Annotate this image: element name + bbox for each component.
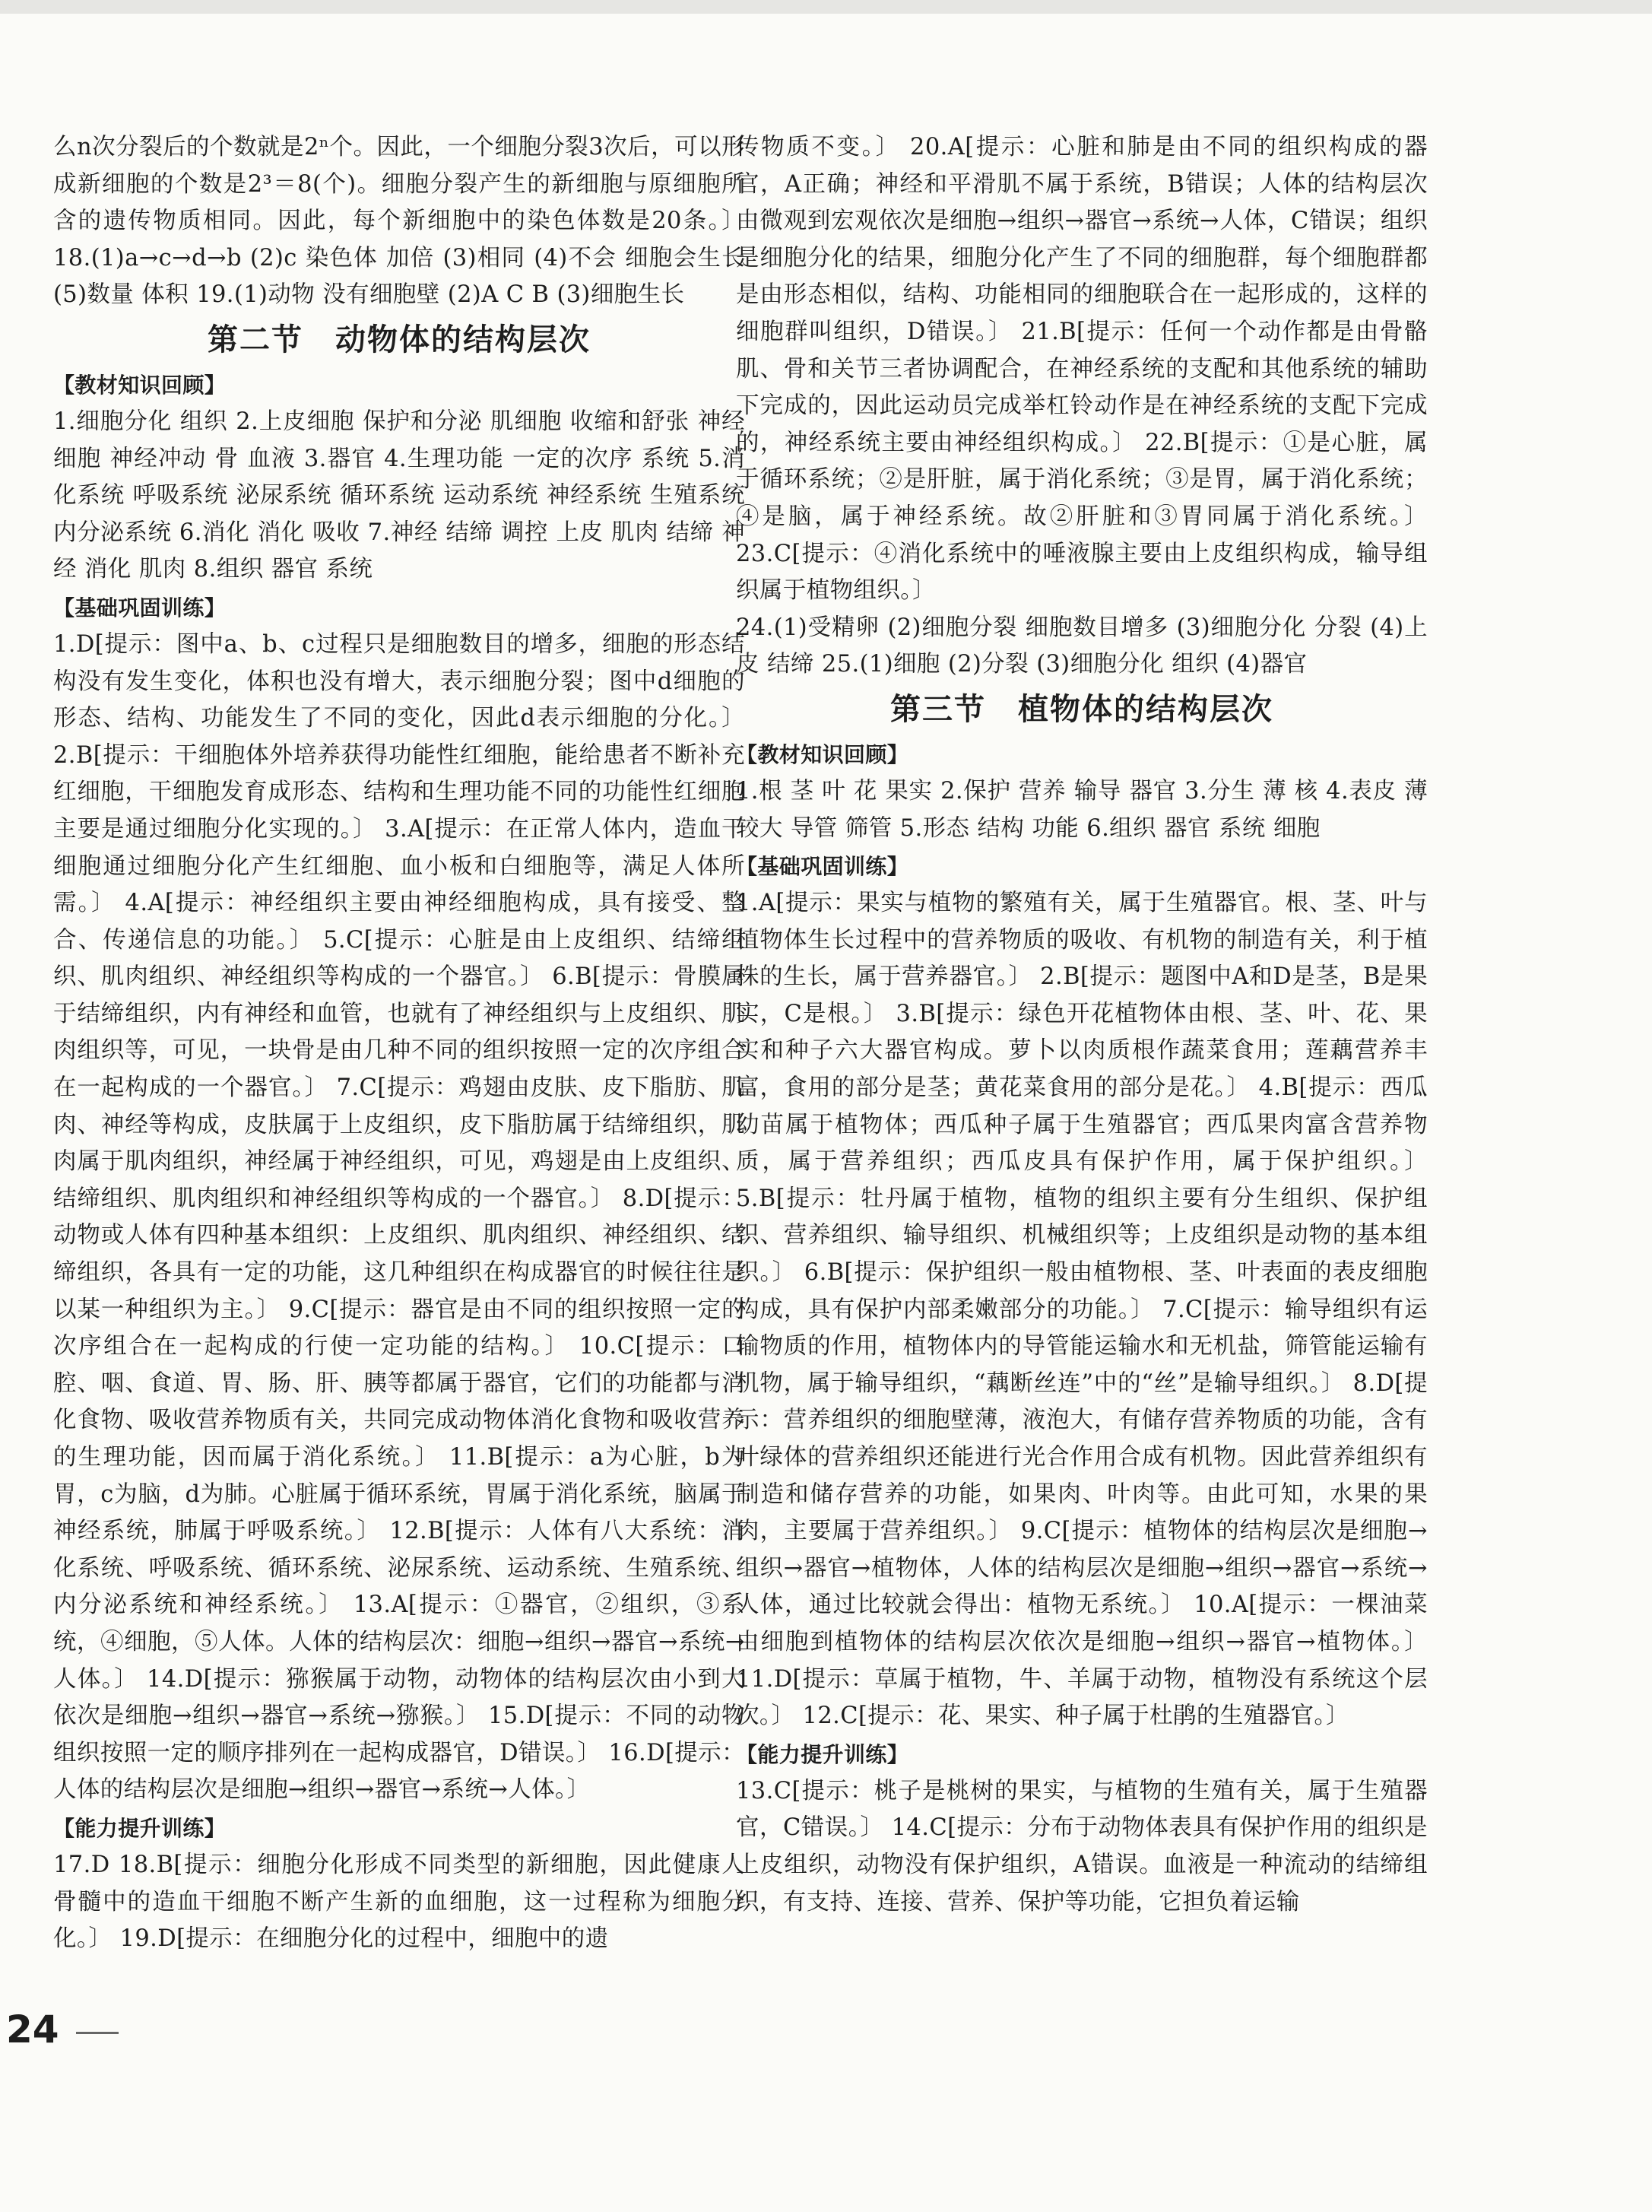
basic-training-answers: 1.D[提示：图中a、b、c过程只是细胞数目的增多，细胞的形态结构没有发生变化，体积也没有增大，表示细胞分裂；图中d细胞的形态、结构、功能发生了不同的变化，因此d表示细胞的分化。〕 2.B[提示：干细胞体外培养获得功能性红细胞，能给患者不断补充红细胞，干细胞发育成形态、结构和生理功能不同的功能性红细胞主要是通过细胞分化实现的。〕 3.A[提示：在正常人体内，造血干细胞通过细胞分化产生红细胞、血小板和白细胞等，满足人体所需。〕 4.A[提示：神经组织主要由神经细胞构成，具有接受、整合、传递信息的功能。〕 5.C[提示：心脏是由上皮组织、结缔组织、肌肉组织、神经组织等构成的一个器官。〕 6.B[提示：骨膜属于结缔组织，内有神经和血管，也就有了神经组织与上皮组织、肌肉组织等，可见，一块骨是由几种不同的组织按照一定的次序组合在一起构成的一个器官。〕 7.C[提示：鸡翅由皮肤、皮下脂肪、肌肉、神经等构成，皮肤属于上皮组织，皮下脂肪属于结缔组织，肌肉属于肌肉组织，神经属于神经组织，可见，鸡翅是由上皮组织、结缔组织、肌肉组织和神经组织等构成的一个器官。〕 8.D[提示：动物或人体有四种基本组织：上皮组织、肌肉组织、神经组织、结缔组织，各具有一定的功能，这几种组织在构成器官的时候往往是以某一种组织为主。〕 9.C[提示：器官是由不同的组织按照一定的次序组合在一起构成的行使一定功能的结构。〕 10.C[提示：口腔、咽、食道、胃、肠、肝、胰等都属于器官，它们的功能都与消化食物、吸收营养物质有关，共同完成动物体消化食物和吸收营养的生理功能，因而属于消化系统。〕 11.B[提示：a为心脏，b为胃，c为脑，d为肺。心脏属于循环系统，胃属于消化系统，脑属于神经系统，肺属于呼吸系统。〕 12.B[提示：人体有八大系统：消化系统、呼吸系统、循环系统、泌尿系统、运动系统、生殖系统、内分泌系统和神经系统。〕 13.A[提示：①器官，②组织，③系统，④细胞，⑤人体。人体的结构层次：细胞→组织→器官→系统→人体。〕 14.D[提示：猕猴属于动物，动物体的结构层次由小到大依次是细胞→组织→器官→系统→猕猴。〕 15.D[提示：不同的动物组织按照一定的顺序排列在一起构成器官，D错误。〕 16.D[提示：人体的结构层次是细胞→组织→器官→系统→人体。〕 — [53, 630, 745, 1804]
page-number-rule — [76, 2032, 119, 2034]
ability-training-answers: 13.C[提示：桃子是桃树的果实，与植物的生殖有关，属于生殖器官，C错误。〕 14.C[提示：分布于动物体表具有保护作用的组织是上皮组织，动物没有保护组织，A错误。血液是一种流动的结缔组织，有支持、连接、营养、保护等功能，它担负着运输 — [736, 1777, 1428, 1915]
knowledge-review-answers: 1.细胞分化 组织 2.上皮细胞 保护和分泌 肌细胞 收缩和舒张 神经细胞 神经冲动 骨 血液 3.器官 4.生理功能 一定的次序 系统 5.消化系统 呼吸系统 泌尿系统 循环系统 运动系统 神经系统 生殖系统 内分泌系统 6.消化 消化 吸收 7.神经 结缔 调控 上皮 肌肉 结缔 神经 消化 肌肉 8.组织 器官 系统 — [53, 408, 745, 583]
right-column — [736, 129, 1428, 1921]
basic-training-header: 【基础巩固训练】 — [736, 854, 909, 880]
basic-training-answers: 1.A[提示：果实与植物的繁殖有关，属于生殖器官。根、茎、叶与植物体生长过程中的营养物质的吸收、有机物的制造有关，利于植株的生长，属于营养器官。〕 2.B[提示：题图中A和D是茎，B是果实，C是根。〕 3.B[提示：绿色开花植物体由根、茎、叶、花、果实和种子六大器官构成。萝卜以肉质根作蔬菜食用；莲藕营养丰富，食用的部分是茎；黄花菜食用的部分是花。〕 4.B[提示：西瓜幼苗属于植物体；西瓜种子属于生殖器官；西瓜果肉富含营养物质，属于营养组织；西瓜皮具有保护作用，属于保护组织。〕 5.B[提示：牡丹属于植物，植物的组织主要有分生组织、保护组织、营养组织、输导组织、机械组织等；上皮组织是动物的基本组织。〕 6.B[提示：保护组织一般由植物根、茎、叶表面的表皮细胞构成，具有保护内部柔嫩部分的功能。〕 7.C[提示：输导组织有运输物质的作用，植物体内的导管能运输水和无机盐，筛管能运输有机物，属于输导组织，“藕断丝连”中的“丝”是输导组织。〕 8.D[提示：营养组织的细胞壁薄，液泡大，有储存营养物质的功能，含有叶绿体的营养组织还能进行光合作用合成有机物。因此营养组织有制造和储存营养的功能，如果肉、叶肉等。由此可知，水果的果肉，主要属于营养组织。〕 9.C[提示：植物体的结构层次是细胞→组织→器官→植物体，人体的结构层次是细胞→组织→器官→系统→人体，通过比较就会得出：植物无系统。〕 10.A[提示：一棵油菜由细胞到植物体的结构层次依次是细胞→组织→器官→植物体。〕 11.D[提示：草属于植物，牛、羊属于动物，植物没有系统这个层次。〕 12.C[提示：花、果实、种子属于杜鹃的生殖器官。〕 — [736, 890, 1428, 1730]
ability-training-answers: 17.D 18.B[提示：细胞分化形成不同类型的新细胞，因此健康人骨髓中的造血干细胞不断产生新的血细胞，这一过程称为细胞分化。〕 19.D[提示：在细胞分化的过程中，细胞中的遗 — [53, 1851, 745, 1953]
section-title-plant: 第三节 植物体的结构层次 — [890, 691, 1273, 727]
knowledge-review-header: 【教材知识回顾】 — [53, 372, 227, 398]
continued-answers-right: 传物质不变。〕 20.A[提示：心脏和肺是由不同的组织构成的器官，A正确；神经和平滑肌不属于系统，B错误；人体的结构层次由微观到宏观依次是细胞→组织→器官→系统→人体，C错误；组织是细胞分化的结果，细胞分化产生了不同的细胞群，每个细胞群都是由形态相似，结构、功能相同的细胞联合在一起形成的，这样的细胞群叫组织，D错误。〕 21.B[提示：任何一个动作都是由骨骼肌、骨和关节三者协调配合，在神经系统的支配和其他系统的辅助下完成的，因此运动员完成举杠铃动作是在神经系统的支配下完成的，神经系统主要由神经组织构成。〕 22.B[提示：①是心脏，属于循环系统；②是肝脏，属于消化系统；③是胃，属于消化系统；④是脑，属于神经系统。故②肝脏和③胃同属于消化系统。〕 23.C[提示：④消化系统中的唾液腺主要由上皮组织构成，输导组织属于植物组织。〕 — [736, 134, 1428, 605]
ability-training-header: 【能力提升训练】 — [736, 1741, 909, 1767]
ability-training-header: 【能力提升训练】 — [53, 1815, 227, 1841]
continued-answers: 么n次分裂后的个数就是2ⁿ个。因此，一个细胞分裂3次后，可以形成新细胞的个数是2³＝8(个)。细胞分裂产生的新细胞与原细胞所含的遗传物质相同。因此，每个新细胞中的染色体数是20条。〕 18.(1)a→c→d→b (2)c 染色体 加倍 (3)相同 (4)不会 细胞会生长 (5)数量 体积 19.(1)动物 没有细胞壁 (2)A C B (3)细胞生长 — [53, 134, 745, 309]
left-column — [53, 129, 745, 1958]
page-number: 24 — [6, 2007, 59, 2052]
answers-24-25: 24.(1)受精卵 (2)细胞分裂 细胞数目增多 (3)细胞分化 分裂 (4)上皮 结缔 25.(1)细胞 (2)分裂 (3)细胞分化 组织 (4)器官 — [736, 614, 1428, 678]
section-title-animal: 第二节 动物体的结构层次 — [208, 322, 591, 357]
knowledge-review-header: 【教材知识回顾】 — [736, 741, 909, 767]
knowledge-review-answers: 1.根 茎 叶 花 果实 2.保护 营养 输导 器官 3.分生 薄 核 4.表皮 薄 较大 导管 筛管 5.形态 结构 功能 6.组织 器官 系统 细胞 — [736, 777, 1428, 842]
basic-training-header: 【基础巩固训练】 — [53, 595, 227, 620]
top-edge-strip — [0, 0, 1652, 14]
